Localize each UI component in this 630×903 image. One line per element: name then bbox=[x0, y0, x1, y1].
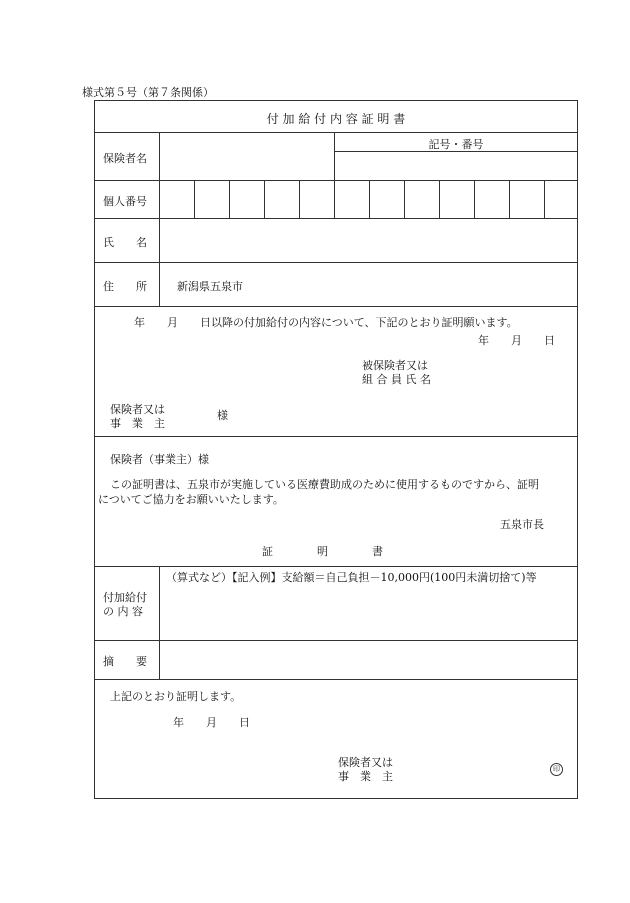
addressee-label-2: 事 業 主 bbox=[110, 417, 165, 430]
benefit-label-1: 付加給付 bbox=[103, 591, 147, 604]
symbol-number-label: 記号・番号 bbox=[428, 138, 484, 151]
notice-signer: 五泉市長 bbox=[500, 518, 544, 531]
benefit-example: （算式など）【記入例】支給額＝自己負担－10,000円(100円未満切捨て)等 bbox=[166, 571, 537, 584]
digit-box-divider bbox=[194, 180, 195, 218]
digit-box-divider bbox=[404, 180, 405, 218]
certification-text: 上記のとおり証明します。 bbox=[110, 690, 242, 703]
seal-mark: 印 bbox=[550, 763, 563, 776]
digit-box-divider bbox=[474, 180, 475, 218]
benefit-field[interactable] bbox=[165, 586, 570, 634]
row-divider bbox=[94, 132, 578, 133]
symbol-number-field[interactable] bbox=[338, 155, 574, 177]
digit-box-divider bbox=[544, 180, 545, 218]
row-divider bbox=[94, 566, 578, 567]
digit-box-divider bbox=[334, 180, 335, 218]
remarks-label: 摘 要 bbox=[103, 655, 147, 668]
personal-number-label: 個人番号 bbox=[103, 195, 147, 208]
form-number: 様式第５号（第７条関係） bbox=[82, 86, 214, 99]
certifier-label-1: 保険者又は bbox=[338, 756, 393, 769]
name-label: 氏 名 bbox=[103, 236, 147, 249]
row-divider bbox=[94, 436, 578, 437]
digit-box-divider bbox=[439, 180, 440, 218]
remarks-field[interactable] bbox=[165, 645, 570, 673]
address-label: 住 所 bbox=[103, 280, 147, 293]
certifier-label-2: 事 業 主 bbox=[338, 770, 393, 783]
address-value: 新潟県五泉市 bbox=[177, 280, 243, 293]
insured-name-label-2: 組 合 員 氏 名 bbox=[362, 373, 431, 386]
digit-box-divider bbox=[509, 180, 510, 218]
row-divider bbox=[94, 180, 578, 181]
row-divider bbox=[94, 306, 578, 307]
form-title: 付 加 給 付 内 容 証 明 書 bbox=[266, 112, 406, 126]
column-divider bbox=[159, 566, 160, 679]
row-divider bbox=[94, 640, 578, 641]
notice-body-line-1: この証明書は、五泉市が実施している医療費助成のために使用するものですから、証明 bbox=[110, 478, 539, 491]
row-divider bbox=[94, 262, 578, 263]
digit-box-divider bbox=[229, 180, 230, 218]
column-divider bbox=[159, 132, 160, 306]
digit-box-divider bbox=[264, 180, 265, 218]
addressee-label-1: 保険者又は bbox=[110, 403, 165, 416]
insurer-label: 保険者名 bbox=[103, 152, 147, 165]
row-divider bbox=[94, 218, 578, 219]
request-text: 年 月 日以降の付加給付の内容について、下記のとおり証明願います。 bbox=[134, 316, 518, 329]
insurer-field[interactable] bbox=[165, 150, 325, 166]
name-field[interactable] bbox=[165, 224, 570, 256]
insured-name-label-1: 被保険者又は bbox=[362, 359, 428, 372]
benefit-label-2: の 内 容 bbox=[103, 605, 143, 618]
certificate-heading: 証 明 書 bbox=[262, 545, 383, 558]
notice-salutation: 保険者（事業主）様 bbox=[110, 453, 209, 466]
digit-box-divider bbox=[369, 180, 370, 218]
request-date: 年 月 日 bbox=[478, 334, 555, 347]
row-divider bbox=[94, 679, 578, 680]
digit-box-divider bbox=[299, 180, 300, 218]
notice-body-line-2: についてご協力をお願いいたします。 bbox=[98, 493, 284, 506]
addressee-honorific: 様 bbox=[217, 409, 228, 422]
certification-date: 年 月 日 bbox=[173, 716, 250, 729]
